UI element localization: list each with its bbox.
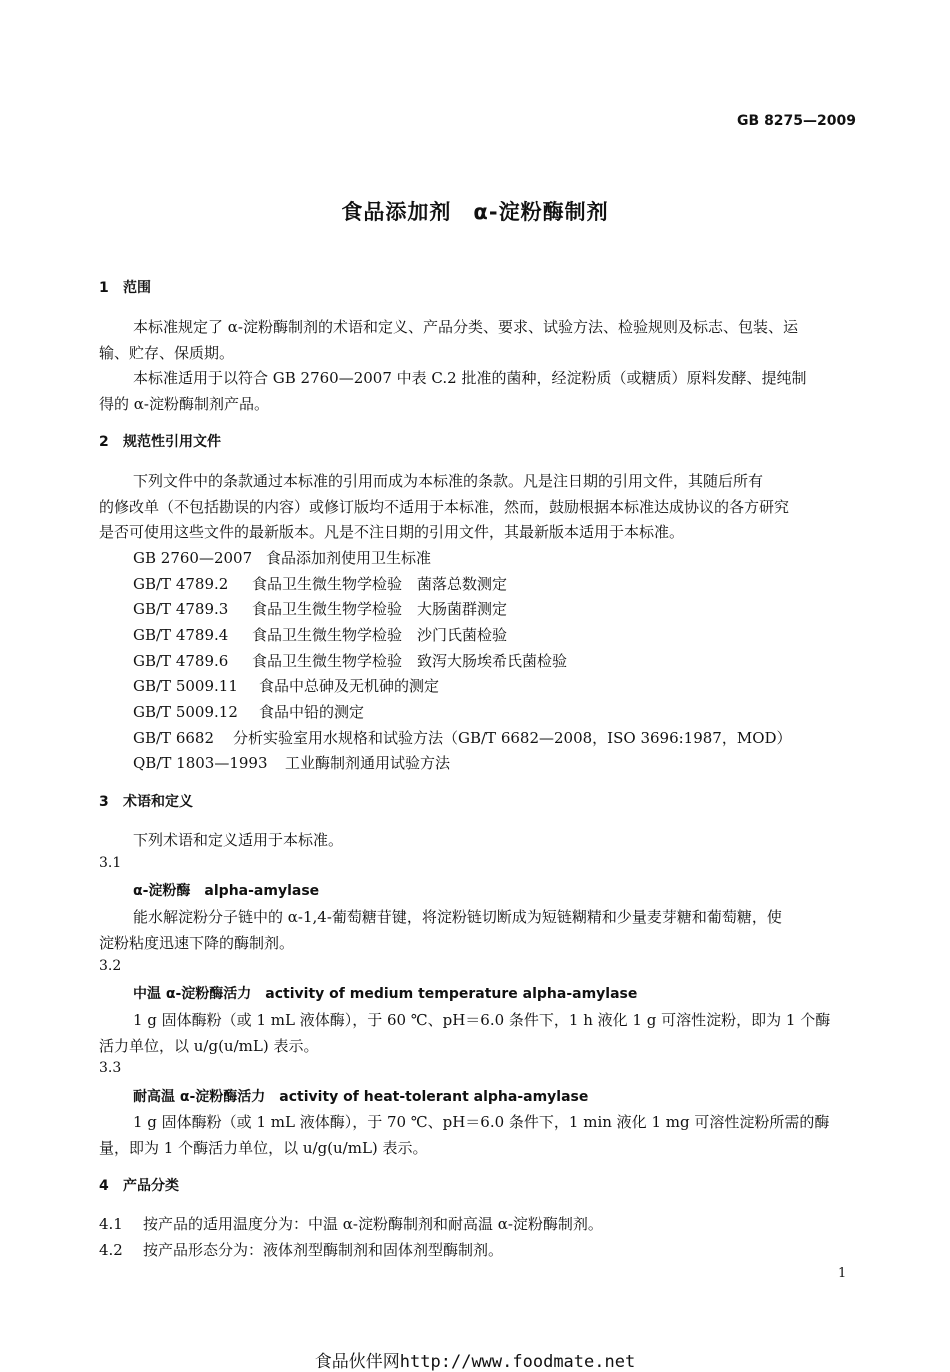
term-heading: 耐高温 α-淀粉酶活力 activity of heat-tolerant alpha-amylase xyxy=(133,1089,589,1105)
list-item xyxy=(99,1239,503,1260)
reference-code: GB/T 6682 xyxy=(133,729,215,747)
paragraph-line: 是否可使用这些文件的最新版本。凡是不注日期的引用文件，其最新版本适用于本标准。 xyxy=(99,523,685,541)
paragraph-line: 的修改单（不包括勘误的内容）或修订版均不适用于本标准，然而，鼓励根据本标准达成协议的各方研究 xyxy=(99,498,790,516)
reference-code: GB/T 4789.4 xyxy=(133,626,229,644)
reference-item xyxy=(133,650,567,671)
section-number: 4 xyxy=(99,1178,109,1194)
subclause-number: 3.3 xyxy=(99,1060,122,1076)
document-title: 食品添加剂 α-淀粉酶制剂 xyxy=(341,200,609,224)
reference-item xyxy=(133,624,507,645)
reference-item xyxy=(133,675,439,696)
paragraph-line: 本标准适用于以符合 GB 2760—2007 中表 C.2 批准的菌种，经淀粉质（或糖质）原料发酵、提纯制 xyxy=(133,369,807,387)
reference-title: 分析实验室用水规格和试验方法（GB/T 6682—2008，ISO 3696:1987，MOD） xyxy=(233,729,792,747)
reference-title: 食品中铅的测定 xyxy=(259,703,365,721)
list-item xyxy=(99,1213,603,1234)
reference-item xyxy=(133,701,364,722)
reference-item xyxy=(133,573,507,594)
paragraph-line: 量，即为 1 个酶活力单位，以 u/g(u/mL) 表示。 xyxy=(99,1139,428,1157)
reference-item xyxy=(133,727,792,748)
reference-code: GB 2760—2007 xyxy=(133,549,253,567)
reference-title: 食品卫生微生物学检验 沙门氏菌检验 xyxy=(252,626,508,644)
section-2-heading xyxy=(99,431,221,451)
footer-watermark: 食品伙伴网http://www.foodmate.net xyxy=(314,1352,636,1372)
section-title: 范围 xyxy=(123,280,151,296)
term-heading: 中温 α-淀粉酶活力 activity of medium temperature alpha-amylase xyxy=(133,986,638,1002)
paragraph-line: 得的 α-淀粉酶制剂产品。 xyxy=(99,395,269,413)
paragraph-line: 输、贮存、保质期。 xyxy=(99,344,235,362)
paragraph-line: 1 g 固体酶粉（或 1 mL 液体酶），于 70 ℃、pH＝6.0 条件下，1 min 液化 1 mg 可溶性淀粉所需的酶 xyxy=(133,1113,830,1131)
reference-title: 食品添加剂使用卫生标准 xyxy=(266,549,432,567)
reference-title: 食品卫生微生物学检验 菌落总数测定 xyxy=(252,575,508,593)
paragraph-line: 1 g 固体酶粉（或 1 mL 液体酶），于 60 ℃、pH＝6.0 条件下，1 h 液化 1 g 可溶性淀粉，即为 1 个酶 xyxy=(133,1011,831,1029)
reference-title: 工业酶制剂通用试验方法 xyxy=(285,754,451,772)
paragraph-line: 活力单位，以 u/g(u/mL) 表示。 xyxy=(99,1037,319,1055)
section-title: 规范性引用文件 xyxy=(123,434,221,450)
section-title: 产品分类 xyxy=(123,1178,179,1194)
subclause-number: 3.2 xyxy=(99,958,122,974)
section-3-heading xyxy=(99,791,193,811)
paragraph-line: 能水解淀粉分子链中的 α-1,4-葡萄糖苷键，将淀粉链切断成为短链糊精和少量麦芽糖和葡萄糖，使 xyxy=(133,908,782,926)
reference-code: GB/T 5009.12 xyxy=(133,703,238,721)
section-number: 2 xyxy=(99,434,109,450)
reference-item xyxy=(133,752,450,773)
reference-code: GB/T 5009.11 xyxy=(133,677,238,695)
section-4-heading xyxy=(99,1175,179,1195)
reference-code: GB/T 4789.3 xyxy=(133,600,229,618)
item-text: 按产品形态分为：液体剂型酶制剂和固体剂型酶制剂。 xyxy=(143,1241,504,1259)
reference-title: 食品中总砷及无机砷的测定 xyxy=(259,677,440,695)
subclause-number: 3.1 xyxy=(99,855,122,871)
section-number: 1 xyxy=(99,280,109,296)
reference-code: GB/T 4789.2 xyxy=(133,575,229,593)
reference-item xyxy=(133,547,431,568)
paragraph-line: 下列术语和定义适用于本标准。 xyxy=(133,831,344,849)
item-text: 按产品的适用温度分为：中温 α-淀粉酶制剂和耐高温 α-淀粉酶制剂。 xyxy=(143,1215,603,1233)
term-heading: α-淀粉酶 alpha-amylase xyxy=(133,883,320,899)
section-title: 术语和定义 xyxy=(123,794,193,810)
section-number: 3 xyxy=(99,794,109,810)
item-number: 4.2 xyxy=(99,1241,123,1259)
section-1-heading xyxy=(99,277,151,297)
reference-title: 食品卫生微生物学检验 大肠菌群测定 xyxy=(252,600,508,618)
item-number: 4.1 xyxy=(99,1215,123,1233)
reference-item xyxy=(133,598,507,619)
reference-code: QB/T 1803—1993 xyxy=(133,754,268,772)
page-number: 1 xyxy=(838,1266,847,1281)
reference-title: 食品卫生微生物学检验 致泻大肠埃希氏菌检验 xyxy=(252,652,568,670)
paragraph-line: 淀粉粘度迅速下降的酶制剂。 xyxy=(99,934,295,952)
paragraph-line: 下列文件中的条款通过本标准的引用而成为本标准的条款。凡是注日期的引用文件，其随后所有 xyxy=(133,472,764,490)
reference-code: GB/T 4789.6 xyxy=(133,652,229,670)
paragraph-line: 本标准规定了 α-淀粉酶制剂的术语和定义、产品分类、要求、试验方法、检验规则及标志、包装、运 xyxy=(133,318,798,336)
standard-number: GB 8275—2009 xyxy=(737,113,856,129)
